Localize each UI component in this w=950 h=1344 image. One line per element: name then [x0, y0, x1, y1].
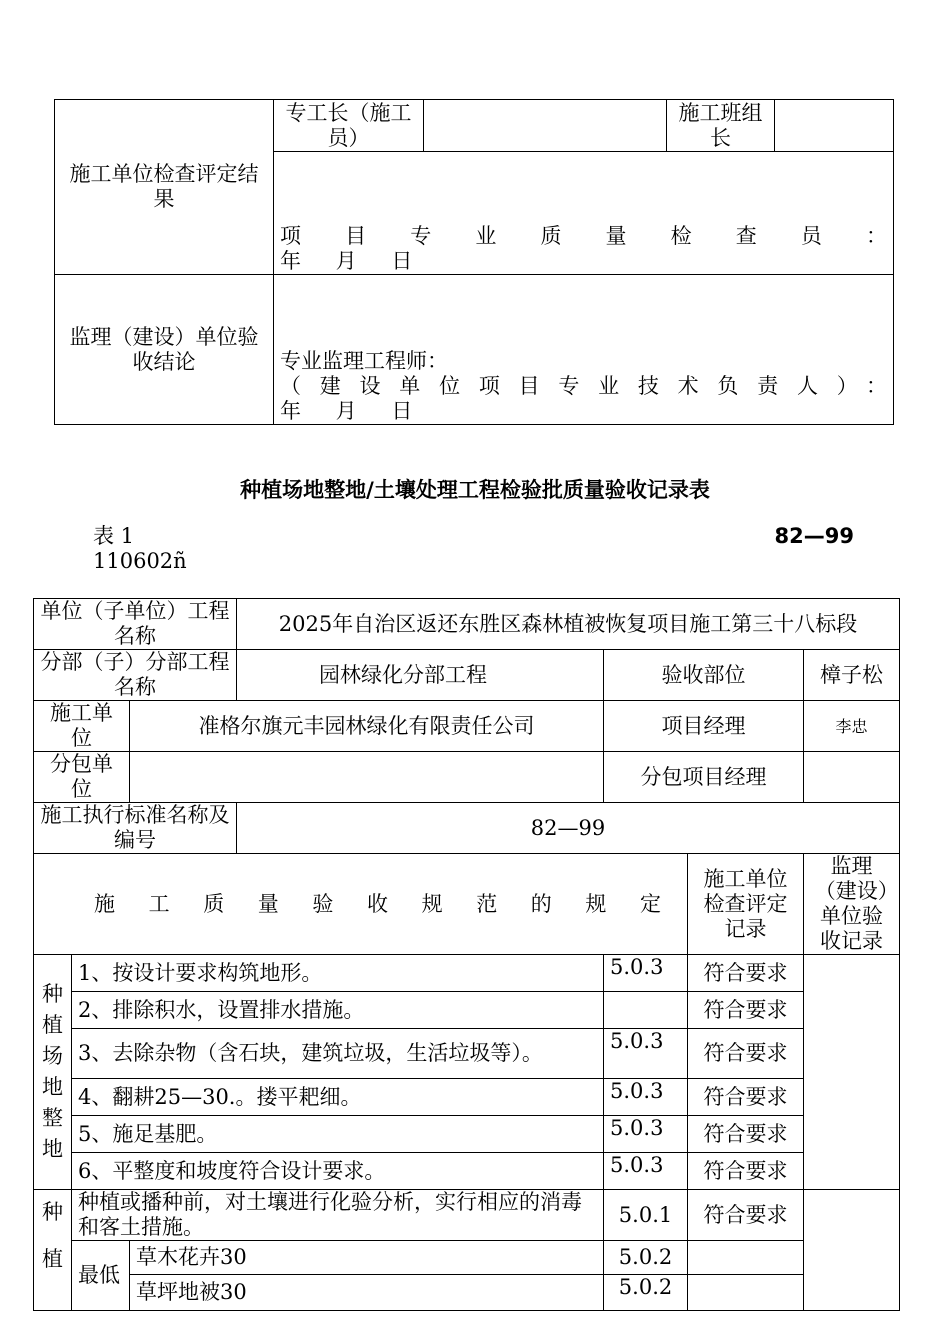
- team-leader-value[interactable]: [775, 100, 894, 152]
- top-signoff-table: [54, 99, 894, 425]
- subcontractor-value[interactable]: [130, 752, 604, 803]
- spec-code: [604, 992, 688, 1029]
- sub-manager-label: 分包项目经理: [604, 752, 804, 803]
- spec-code: 5.0.3: [604, 1153, 688, 1190]
- list-item: 6、平整度和坡度符合设计要求。: [72, 1153, 604, 1190]
- list-item: 4、翻耕25—30.。搂平耙细。: [72, 1079, 604, 1116]
- project-name-value: 2025年自治区返还东胜区森林植被恢复项目施工第三十八标段: [237, 599, 900, 650]
- subcontractor-label: 分包单位: [34, 752, 130, 803]
- foreman-label: 专工长（施工员）: [274, 100, 424, 152]
- standard-label: 施工执行标准名称及编号: [34, 803, 237, 854]
- eval-header: 施工单位检查评定记录: [688, 854, 804, 955]
- group2-sub-label: 最低: [72, 1241, 130, 1311]
- owner-line: （建设单位项目专业技术负责人）：: [280, 374, 887, 398]
- subdivision-label: 分部（子）分部工程名称: [34, 650, 237, 701]
- spec-code: 5.0.2: [604, 1275, 688, 1311]
- contractor-label: 施工单位: [34, 701, 130, 752]
- supervision-label: 监理（建设）单位验收结论: [55, 275, 274, 425]
- list-item: 2、排除积水，设置排水措施。: [72, 992, 604, 1029]
- project-name-label: 单位（子单位）工程名称: [34, 599, 237, 650]
- acceptance-part-label: 验收部位: [604, 650, 804, 701]
- eval-result: 符合要求: [688, 955, 804, 992]
- manager-value: 李忠: [804, 701, 900, 752]
- supervision-record-1[interactable]: [804, 955, 900, 1190]
- list-item: 5、施足基肥。: [72, 1116, 604, 1153]
- spec-code: 5.0.2: [604, 1241, 688, 1275]
- eval-result: 符合要求: [688, 1029, 804, 1079]
- foreman-value[interactable]: [424, 100, 667, 152]
- inspector-line: 项目专业质量检查员：: [280, 224, 887, 248]
- eval-result[interactable]: [688, 1241, 804, 1275]
- date-line-2: 年 月 日: [280, 399, 413, 423]
- eval-result: 符合要求: [688, 992, 804, 1029]
- list-item: 草木花卉30: [130, 1241, 604, 1275]
- form-title: 种植场地整地/土壤处理工程检验批质量验收记录表: [240, 478, 710, 502]
- list-item: 1、按设计要求构筑地形。: [72, 955, 604, 992]
- supervision-header: 监理（建设）单位验收记录: [804, 854, 900, 955]
- inspection-record-table: [33, 598, 900, 1311]
- construction-eval-label: 施工单位检查评定结果: [55, 100, 274, 275]
- sub-manager-value[interactable]: [804, 752, 900, 803]
- spec-code: 5.0.1: [604, 1190, 688, 1241]
- list-item: 种植或播种前，对土壤进行化验分析，实行相应的消毒和客土措施。: [72, 1190, 604, 1241]
- spec-code: 5.0.3: [604, 955, 688, 992]
- supervision-cell: [274, 275, 894, 425]
- team-leader-label: 施工班组长: [667, 100, 775, 152]
- list-item: 3、去除杂物（含石块，建筑垃圾，生活垃圾等）。: [72, 1029, 604, 1079]
- acceptance-part-value: 樟子松: [804, 650, 900, 701]
- date-line-1: 年 月 日: [280, 249, 413, 273]
- standard-value: 82—99: [237, 803, 900, 854]
- eval-result: 符合要求: [688, 1190, 804, 1241]
- spec-code: 5.0.3: [604, 1116, 688, 1153]
- group2-label: [34, 1190, 72, 1311]
- eval-result[interactable]: [688, 1275, 804, 1311]
- supervision-record-2[interactable]: [804, 1190, 900, 1311]
- group2-label-a: 种: [42, 1200, 63, 1224]
- spec-code: 5.0.3: [604, 1029, 688, 1079]
- group1-label: 种植场地整地: [34, 955, 72, 1190]
- list-item: 草坪地被30: [130, 1275, 604, 1311]
- spec-code: 5.0.3: [604, 1079, 688, 1116]
- subdivision-value: 园林绿化分部工程: [237, 650, 604, 701]
- standard-number: 82—99: [774, 524, 854, 548]
- manager-label: 项目经理: [604, 701, 804, 752]
- group2-label-b: 植: [42, 1247, 63, 1271]
- table-number: 表 1 110602ñ: [93, 524, 187, 573]
- eval-result: 符合要求: [688, 1153, 804, 1190]
- contractor-value: 准格尔旗元丰园林绿化有限责任公司: [130, 701, 604, 752]
- eval-result: 符合要求: [688, 1116, 804, 1153]
- inspector-cell: [274, 152, 894, 275]
- eval-result: 符合要求: [688, 1079, 804, 1116]
- supervisor-line: 专业监理工程师：: [280, 349, 448, 373]
- spec-header: 施工质量验收规范的规定: [34, 854, 688, 955]
